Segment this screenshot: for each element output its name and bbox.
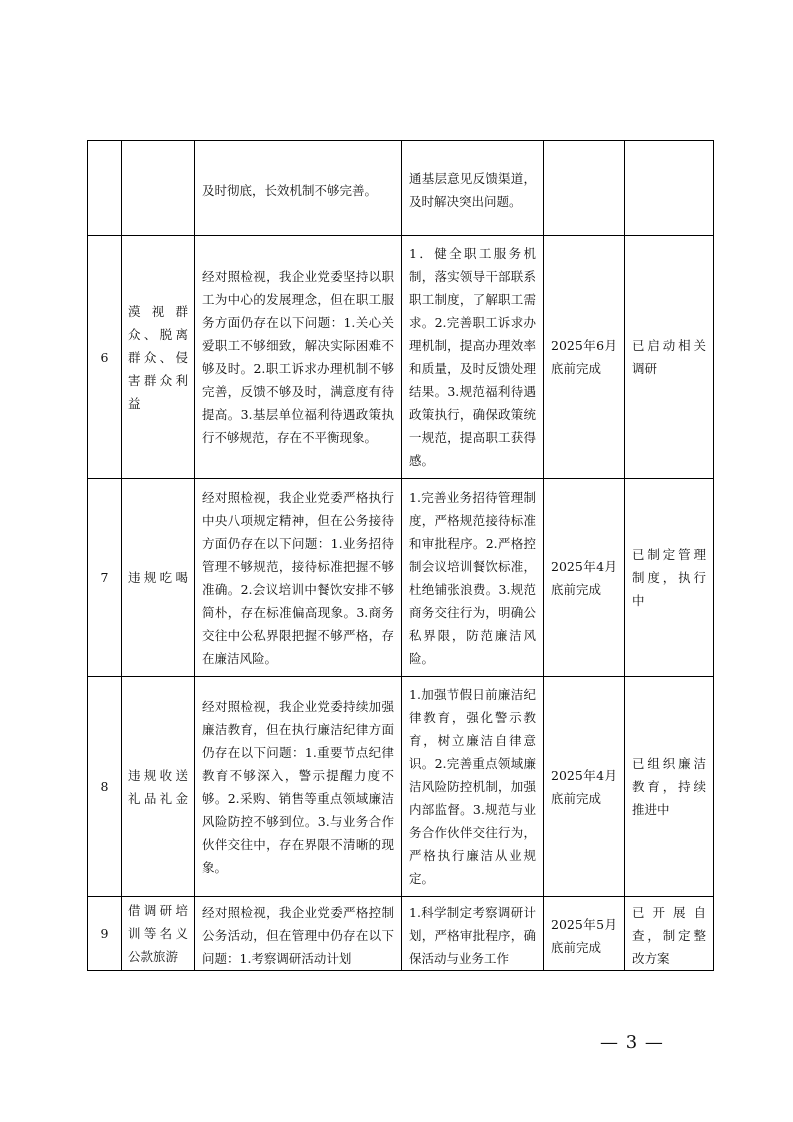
table-row <box>88 141 714 236</box>
row-number: 9 <box>88 897 122 971</box>
row-deadline: 2025年4月底前完成 <box>544 479 625 677</box>
row-measure: 1.加强节假日前廉洁纪律教育，强化警示教育，树立廉洁自律意识。2.完善重点领域廉洁风险防控机制，加强内部监督。3.规范与业务合作伙伴交往行为，严格执行廉洁从业规定。 <box>402 677 544 897</box>
row-problem: 经对照检视，我企业党委严格控制公务活动，但在管理中仍存在以下问题：1.考察调研活动计划 <box>195 897 402 971</box>
row-number: 7 <box>88 479 122 677</box>
row-category <box>122 141 195 236</box>
row-status <box>625 141 714 236</box>
row-category: 借调研培训等名义公款旅游 <box>122 897 195 971</box>
row-status: 已制定管理制度，执行中 <box>625 479 714 677</box>
row-number: 8 <box>88 677 122 897</box>
row-status: 已组织廉洁教育，持续推进中 <box>625 677 714 897</box>
row-problem: 及时彻底，长效机制不够完善。 <box>195 141 402 236</box>
row-measure: 1．健全职工服务机制，落实领导干部联系职工制度，了解职工需求。2.完善职工诉求办理机制，提高办理效率和质量，及时反馈处理结果。3.规范福利待遇政策执行，确保政策统一规范，提高职工获得感。 <box>402 236 544 479</box>
table-row <box>88 236 714 479</box>
row-deadline: 2025年4月底前完成 <box>544 677 625 897</box>
row-category: 漠视群众、脱离群众、侵害群众利益 <box>122 236 195 479</box>
row-deadline <box>544 141 625 236</box>
row-deadline: 2025年5月底前完成 <box>544 897 625 971</box>
table-row <box>88 897 714 971</box>
row-status: 已启动相关调研 <box>625 236 714 479</box>
row-category: 违规收送礼品礼金 <box>122 677 195 897</box>
row-measure: 1.科学制定考察调研计划，严格审批程序，确保活动与业务工作 <box>402 897 544 971</box>
row-problem: 经对照检视，我企业党委坚持以职工为中心的发展理念，但在职工服务方面仍存在以下问题：1.关心关爱职工不够细致，解决实际困难不够及时。2.职工诉求办理机制不够完善，反馈不够及时，满意度有待提高。3.基层单位福利待遇政策执行不够规范，存在不平衡现象。 <box>195 236 402 479</box>
row-problem: 经对照检视，我企业党委严格执行中央八项规定精神，但在公务接待方面仍存在以下问题：1.业务招待管理不够规范，接待标准把握不够准确。2.会议培训中餐饮安排不够简朴，存在标准偏高现象。3.商务交往中公私界限把握不够严格，存在廉洁风险。 <box>195 479 402 677</box>
page-number: — 3 — <box>600 1032 664 1053</box>
rectification-table <box>87 140 714 971</box>
row-category: 违规吃喝 <box>122 479 195 677</box>
row-measure: 1.完善业务招待管理制度，严格规范接待标准和审批程序。2.严格控制会议培训餐饮标准，杜绝铺张浪费。3.规范商务交往行为，明确公私界限，防范廉洁风险。 <box>402 479 544 677</box>
row-problem: 经对照检视，我企业党委持续加强廉洁教育，但在执行廉洁纪律方面仍存在以下问题：1.重要节点纪律教育不够深入，警示提醒力度不够。2.采购、销售等重点领域廉洁风险防控不够到位。3.与业务合作伙伴交往中，存在界限不清晰的现象。 <box>195 677 402 897</box>
row-status: 已开展自查，制定整改方案 <box>625 897 714 971</box>
row-number <box>88 141 122 236</box>
row-deadline: 2025年6月底前完成 <box>544 236 625 479</box>
table-row <box>88 677 714 897</box>
row-measure: 通基层意见反馈渠道，及时解决突出问题。 <box>402 141 544 236</box>
table-row <box>88 479 714 677</box>
row-number: 6 <box>88 236 122 479</box>
